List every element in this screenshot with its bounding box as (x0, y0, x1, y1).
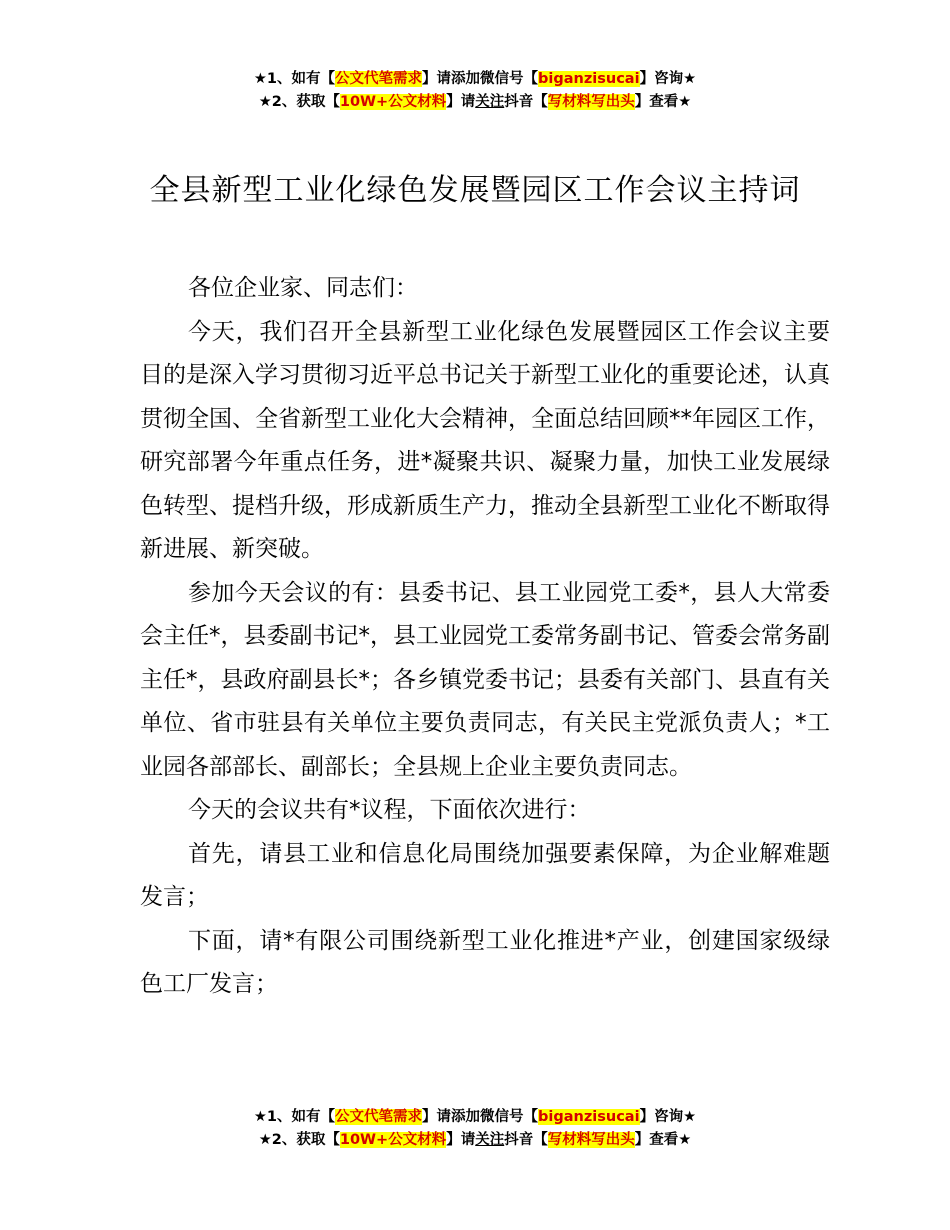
promo-douyin-name: 写材料写出头 (547, 94, 635, 110)
promo-text: 】查看★ (634, 94, 692, 110)
document-title: 全县新型工业化绿色发展暨园区工作会议主持词 (149, 173, 801, 208)
promo-line-1 (0, 1106, 950, 1129)
promo-text: ★2、获取【 (258, 1132, 340, 1148)
promo-wechat-id: biganzisucai (538, 71, 640, 87)
promo-text: ★1、如有【 (253, 71, 336, 87)
promo-text: 】咨询★ (639, 71, 697, 87)
paragraph-salutation: 各位企业家、同志们： (188, 275, 418, 301)
promo-douyin-name: 写材料写出头 (547, 1132, 635, 1148)
promo-text: 】咨询★ (639, 1109, 697, 1125)
promo-line-2 (0, 91, 950, 114)
promo-highlight: 公文代笔需求 (335, 1109, 423, 1125)
paragraph-first-item: 首先，请县工业和信息化局围绕加强要素保障，为企业解难题发言； (140, 840, 830, 910)
promo-text: 抖音【 (504, 94, 548, 110)
promo-text: 】请添加微信号【 (422, 71, 539, 87)
promo-text: 】查看★ (634, 1132, 692, 1148)
promo-text: 】请 (446, 1132, 476, 1148)
promo-text: 】请 (446, 94, 476, 110)
promo-highlight: 10W+公文材料 (339, 94, 447, 110)
promo-banner-top (0, 68, 950, 114)
promo-wechat-id: biganzisucai (538, 1109, 640, 1125)
paragraph-purpose: 今天，我们召开全县新型工业化绿色发展暨园区工作会议主要目的是深入学习贯彻习近平总书记关于新型工业化的重要论述，认真贯彻全国、全省新型工业化大会精神，全面总结回顾**年园区工作，研究部署今年重点任务，进*凝聚共识、凝聚力量，加快工业发展绿色转型、提档升级，形成新质生产力，推动全县新型工业化不断取得新进展、新突破。 (140, 318, 830, 562)
paragraph-attendees: 参加今天会议的有：县委书记、县工业园党工委*，县人大常委会主任*，县委副书记*，县工业园党工委常务副书记、管委会常务副主任*，县政府副县长*；各乡镇党委书记；县委有关部门、县直有关单位、省市驻县有关单位主要负责同志，有关民主党派负责人；*工业园各部部长、副部长；全县规上企业主要负责同志。 (140, 579, 830, 780)
promo-text: ★1、如有【 (253, 1109, 336, 1125)
document-body (140, 267, 830, 1007)
promo-text: ★2、获取【 (258, 94, 340, 110)
promo-follow: 关注 (475, 1132, 505, 1148)
paragraph-agenda: 今天的会议共有*议程，下面依次进行： (188, 797, 591, 823)
promo-text: 抖音【 (504, 1132, 548, 1148)
paragraph-second-item: 下面，请*有限公司围绕新型工业化推进*产业，创建国家级绿色工厂发言； (140, 927, 830, 997)
promo-follow: 关注 (475, 94, 505, 110)
promo-text: 】请添加微信号【 (422, 1109, 539, 1125)
promo-line-1 (0, 68, 950, 91)
promo-highlight: 10W+公文材料 (339, 1132, 447, 1148)
promo-line-2 (0, 1129, 950, 1152)
promo-banner-bottom (0, 1106, 950, 1152)
promo-highlight: 公文代笔需求 (335, 71, 423, 87)
